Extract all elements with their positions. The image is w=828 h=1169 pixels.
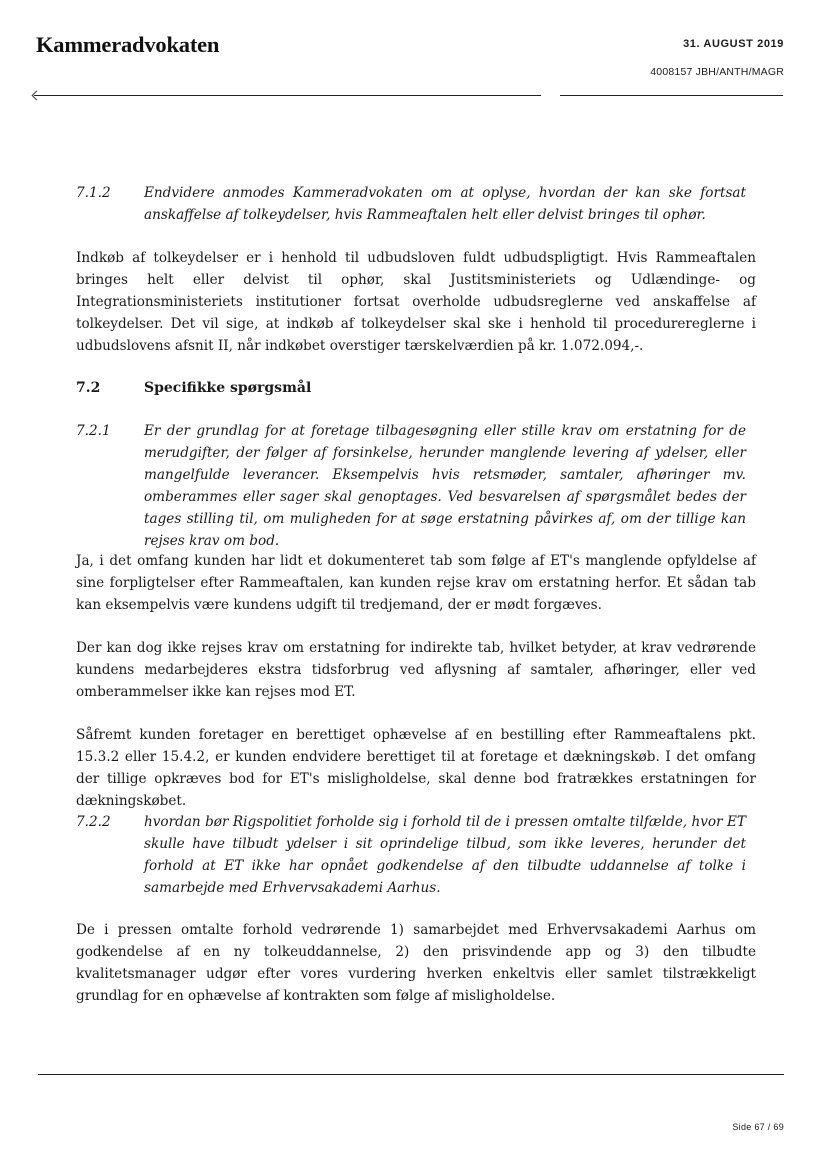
- answer-paragraph: Indkøb af tolkeydelser er i henhold til udbudsloven fuldt udbudspligtigt. Hvis Rammeaftalen bringes helt eller delvist til ophør, skal Justitsministeriets og Udlændinge- og Integrationsministeriets institutioner fortsat overholde udbudsreglerne ved anskaffelse af tolkeydelser. Det vil sige, at indkøb af tolkeydelser skal ske i henhold til procedurereglerne i udbudslovens afsnit II, når indkøbet overstiger tærskelværdien på kr. 1.072.094,-.: [76, 250, 756, 354]
- document-date: 31. AUGUST 2019: [683, 38, 784, 50]
- header-rule-left: [34, 95, 541, 96]
- section-heading-title: Specifikke spørgsmål: [144, 380, 312, 396]
- question-text: Er der grundlag for at foretage tilbagesøgning eller stille krav om erstatning for de merudgifter, der følger af forsinkelse, herunder manglende levering af ydelser, eller mangelfulde leverancer. Eksempelvis hvis retsmøder, samtaler, afhøringer mv. omberammes eller sager skal genoptages. Ved besvarelsen af spørgsmålet bedes der tages stilling til, om muligheden for at søge erstatning påvirkes af, om der tillige kan rejses krav om bod.: [144, 423, 746, 549]
- document-reference: 4008157 JBH/ANTH/MAGR: [650, 66, 784, 78]
- header-rule-right: [560, 95, 783, 96]
- question-text: Endvidere anmodes Kammeradvokaten om at oplyse, hvordan der kan ske fortsat anskaffelse af tolkeydelser, hvis Rammeaftalen helt eller delvist bringes til ophør.: [144, 185, 746, 223]
- answer-paragraph: Ja, i det omfang kunden har lidt et dokumenteret tab som følge af ET's manglende opfyldelse af sine forpligtelser efter Rammeaftalen, kan kunden rejse krav om erstatning herfor. Et sådan tab kan eksempelvis være kundens udgift til tredjemand, der er mødt forgæves.: [76, 553, 756, 613]
- answer-paragraph: Såfremt kunden foretager en berettiget ophævelse af en bestilling efter Rammeaftalens pkt. 15.3.2 eller 15.4.2, er kunden endvidere berettiget til at foretage et dækningskøb. I det omfang der tillige opkræves bod for ET's misligholdelse, skal denne bod fratrækkes erstatningen for dækningskøbet.: [76, 727, 756, 809]
- question-number: 7.2.2: [76, 814, 111, 830]
- logo: Kammeradvokaten: [36, 32, 220, 57]
- question-number: 7.1.2: [76, 185, 111, 201]
- header-rule-tick: [32, 91, 42, 101]
- question-number: 7.2.1: [76, 423, 111, 439]
- section-heading-number: 7.2: [76, 380, 101, 396]
- answer-paragraph: De i pressen omtalte forhold vedrørende 1) samarbejdet med Erhvervsakademi Aarhus om godkendelse af en ny tolkeuddannelse, 2) den prisvindende app og 3) den tilbudte kvalitetsmanager udgør efter vores vurdering hverken enkeltvis eller samlet tilstrækkeligt grundlag for en ophævelse af kontrakten som følge af misligholdelse.: [76, 922, 756, 1004]
- answer-paragraph: Der kan dog ikke rejses krav om erstatning for indirekte tab, hvilket betyder, at krav vedrørende kundens medarbejderes ekstra tidsforbrug ved aflysning af samtaler, afhøringer, eller ved omberammelser ikke kan rejses mod ET.: [76, 640, 756, 700]
- footer-rule: [38, 1074, 784, 1075]
- page-number: Side 67 / 69: [732, 1122, 784, 1132]
- question-text: hvordan bør Rigspolitiet forholde sig i forhold til de i pressen omtalte tilfælde, hvor ET skulle have tilbudt ydelser i sit oprindelige tilbud, som ikke leveres, herunder det forhold at ET ikke har opnået godkendelse af den tilbudte uddannelse af tolke i samarbejde med Erhvervsakademi Aarhus.: [144, 814, 746, 896]
